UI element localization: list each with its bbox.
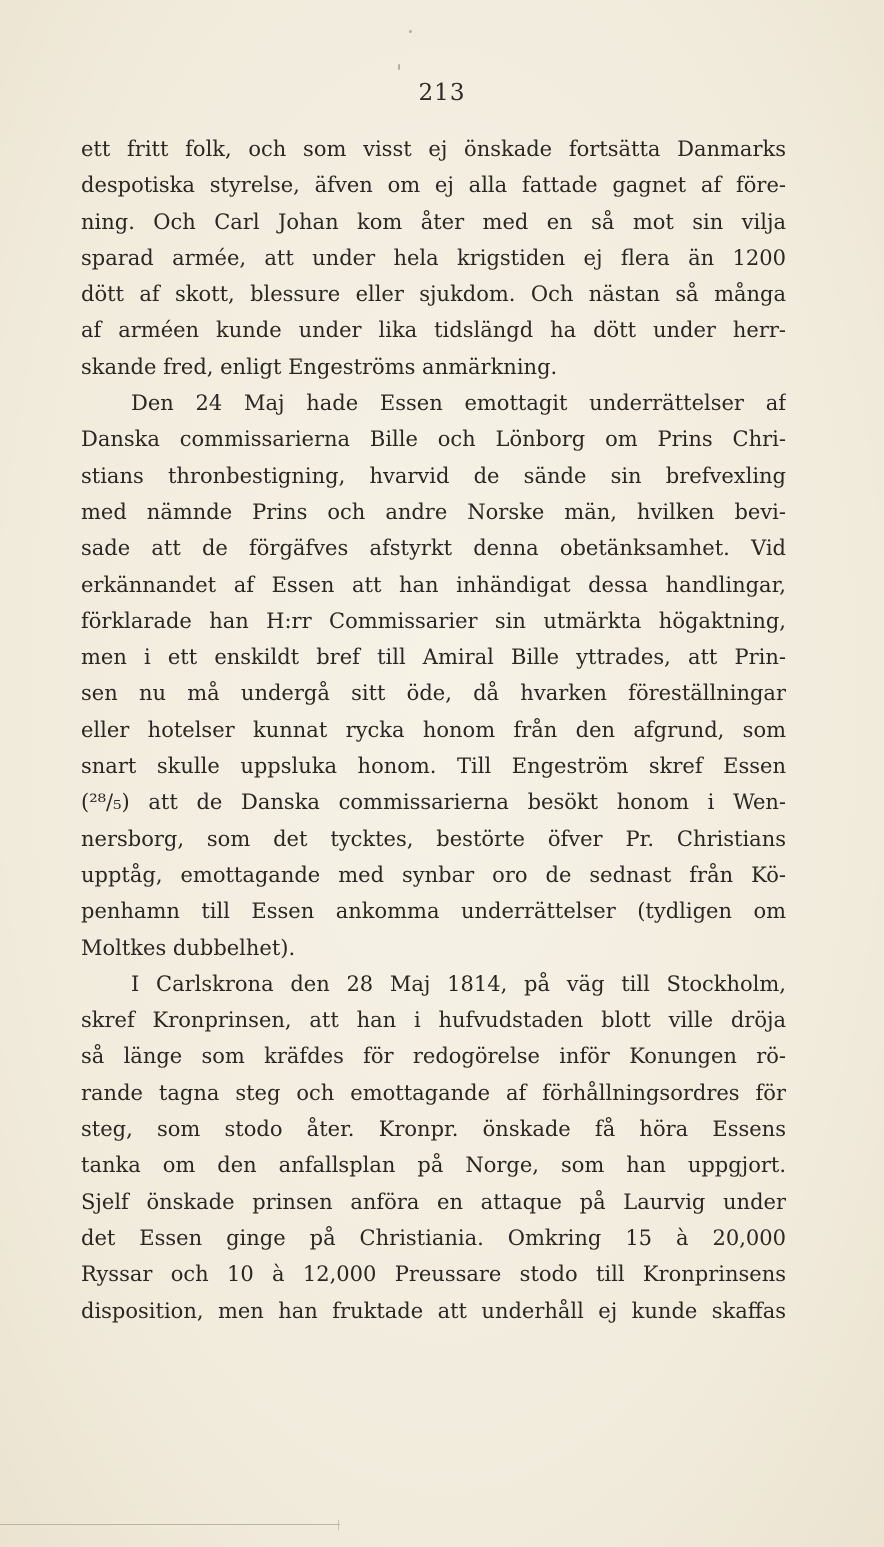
text-line: Sjelf önskade prinsen anföra en attaque på Laurvig under: [81, 1189, 786, 1214]
text-line: Moltkes dubbelhet).: [81, 935, 296, 960]
text-line: skref Kronprinsen, att han i hufvudstaden blott ville dröja: [81, 1008, 786, 1033]
page-bottom-edge-tick: [338, 1520, 339, 1530]
text-line: Den 24 Maj hade Essen emottagit underrättelser af: [131, 391, 786, 416]
text-line: dött af skott, blessure eller sjukdom. Och nästan så många: [81, 282, 786, 307]
text-line: stians thronbestigning, hvarvid de sände sin brefvexling: [81, 463, 786, 488]
text-line: ning. Och Carl Johan kom åter med en så mot sin vilja: [81, 209, 786, 234]
text-line: eller hotelser kunnat rycka honom från den afgrund, som: [81, 717, 786, 742]
text-line: med nämnde Prins och andre Norske män, hvilken bevi-: [81, 499, 786, 524]
text-line: despotiska styrelse, äfven om ej alla fattade gagnet af före-: [81, 173, 786, 198]
text-line: ett fritt folk, och som visst ej önskade fortsätta Danmarks: [81, 137, 786, 161]
text-line: förklarade han H:rr Commissarier sin utmärkta högaktning,: [81, 608, 786, 633]
text-line: snart skulle uppsluka honom. Till Engeström skref Essen: [81, 754, 786, 779]
text-line: tanka om den anfallsplan på Norge, som han uppgjort.: [81, 1153, 786, 1178]
text-line: upptåg, emottagande med synbar oro de sednast från Kö-: [81, 862, 786, 887]
text-line: af arméen kunde under lika tidslängd ha dött under herr-: [81, 318, 786, 343]
text-line: sparad armée, att under hela krigstiden ej flera än 1200: [81, 245, 786, 270]
text-line: nersborg, som det tycktes, bestörte öfver Pr. Christians: [81, 826, 786, 851]
text-line: penhamn till Essen ankomma underrättelser (tydligen om: [81, 899, 786, 924]
text-line: sen nu må undergå sitt öde, då hvarken föreställningar: [81, 681, 786, 706]
page-bottom-edge: [0, 1524, 340, 1525]
text-line: det Essen ginge på Christiania. Omkring 15 à 20,000: [81, 1225, 786, 1250]
paper-speck: [398, 64, 400, 70]
text-line: steg, som stodo åter. Kronpr. önskade få höra Essens: [81, 1117, 786, 1142]
text-line: men i ett enskildt bref till Amiral Bille yttrades, att Prin-: [81, 645, 786, 670]
text-line: erkännandet af Essen att han inhändigat dessa handlingar,: [81, 572, 786, 597]
text-line: I Carlskrona den 28 Maj 1814, på väg till Stockholm,: [131, 971, 786, 996]
paper-speck: [409, 30, 412, 33]
text-line: sade att de förgäfves afstyrkt denna obetänksamhet. Vid: [81, 536, 786, 561]
text-line: så länge som kräfdes för redogörelse inför Konungen rö-: [81, 1044, 786, 1069]
text-line: skande fred, enligt Engeströms anmärkning.: [81, 354, 558, 379]
text-line: rande tagna steg och emottagande af förhållningsordres för: [81, 1080, 786, 1105]
text-line: Ryssar och 10 à 12,000 Preussare stodo till Kronprinsens: [81, 1262, 786, 1287]
page-number: 213: [418, 80, 466, 106]
text-line: (²⁸/₅) att de Danska commissarierna besökt honom i Wen-: [81, 790, 786, 815]
body-text: [81, 131, 786, 1329]
text-line: disposition, men han fruktade att underhåll ej kunde skaffas: [81, 1298, 786, 1323]
text-line: Danska commissarierna Bille och Lönborg om Prins Chri-: [81, 427, 786, 452]
